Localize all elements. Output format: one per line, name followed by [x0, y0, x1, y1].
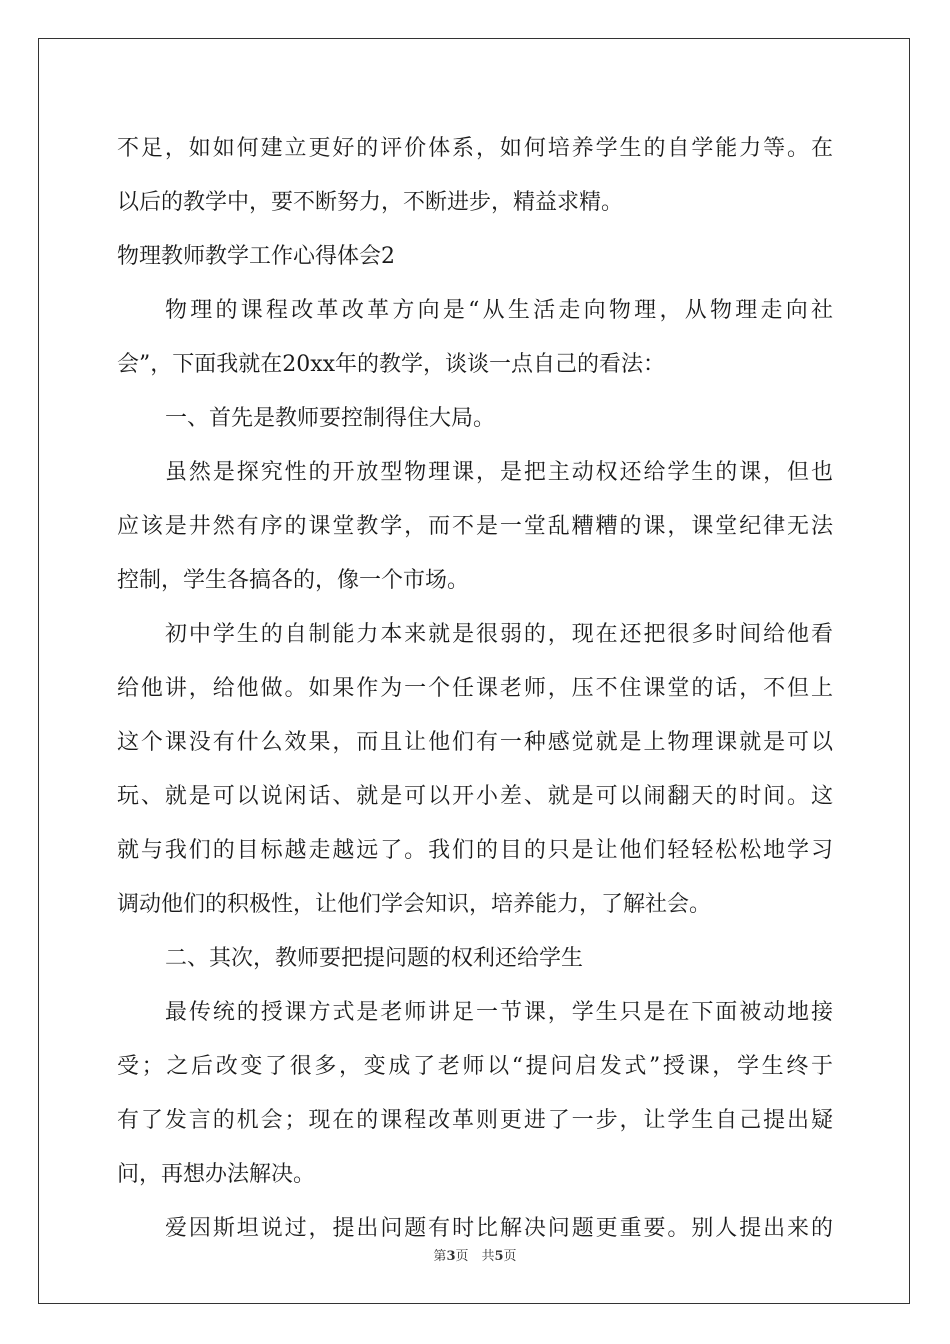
- text-line: 玩、就是可以说闲话、就是可以开小差、就是可以闹翻天的时间。这: [117, 784, 833, 809]
- section-heading: 物理教师教学工作心得体会2: [117, 244, 395, 269]
- text-line: 应该是井然有序的课堂教学，而不是一堂乱糟糟的课，课堂纪律无法: [117, 514, 833, 539]
- text-line: 会”，下面我就在20xx年的教学，谈谈一点自己的看法：: [117, 352, 666, 377]
- text-line: 初中学生的自制能力本来就是很弱的，现在还把很多时间给他看: [165, 622, 833, 647]
- document-body: [117, 130, 833, 1264]
- text-line: 就与我们的目标越走越远了。我们的目的只是让他们轻轻松松地学习: [117, 838, 833, 863]
- text-line: 控制，学生各搞各的，像一个市场。: [117, 568, 470, 593]
- footer-suffix: 页: [503, 1249, 517, 1264]
- text-line: 最传统的授课方式是老师讲足一节课，学生只是在下面被动地接: [165, 1000, 833, 1025]
- current-page-number: 3: [446, 1249, 456, 1264]
- text-line: 爱因斯坦说过，提出问题有时比解决问题更重要。别人提出来的: [165, 1216, 833, 1241]
- text-line: 以后的教学中，要不断努力，不断进步，精益求精。: [117, 190, 624, 215]
- text-line: 物理的课程改革改革方向是“从生活走向物理，从物理走向社: [165, 298, 833, 323]
- text-line: 调动他们的积极性，让他们学会知识，培养能力，了解社会。: [117, 892, 712, 917]
- footer-prefix: 第: [433, 1249, 447, 1264]
- total-page-count: 5: [494, 1249, 504, 1264]
- text-line: 这个课没有什么效果，而且让他们有一种感觉就是上物理课就是可以: [117, 730, 833, 755]
- text-line: 问，再想办法解决。: [117, 1162, 316, 1187]
- text-line: 不足，如如何建立更好的评价体系，如何培养学生的自学能力等。在: [117, 136, 833, 161]
- text-line: 给他讲，给他做。如果作为一个任课老师，压不住课堂的话，不但上: [117, 676, 833, 701]
- page-footer: [0, 1245, 950, 1264]
- text-line: 受；之后改变了很多，变成了老师以“提问启发式”授课，学生终于: [117, 1054, 833, 1079]
- subheading: 一、首先是教师要控制得住大局。: [165, 406, 496, 431]
- text-line: 有了发言的机会；现在的课程改革则更进了一步，让学生自己提出疑: [117, 1108, 833, 1133]
- subheading: 二、其次，教师要把提问题的权利还给学生: [165, 946, 584, 971]
- footer-middle: 页 共: [455, 1249, 495, 1264]
- text-line: 虽然是探究性的开放型物理课，是把主动权还给学生的课，但也: [165, 460, 833, 485]
